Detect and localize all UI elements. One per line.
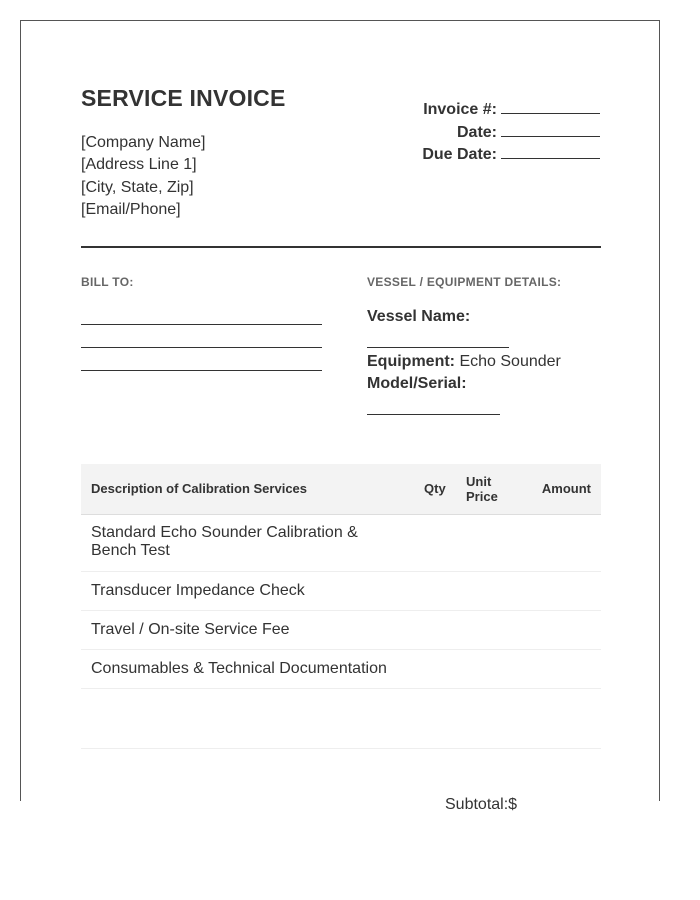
invoice-meta: [422, 99, 600, 167]
col-unit-price-line1: Unit: [466, 474, 492, 489]
model-serial-label: Model/Serial:: [367, 375, 467, 392]
company-city: [City, State, Zip]: [81, 178, 194, 196]
row-description: Consumables & Technical Documentation: [91, 660, 387, 677]
invoice-number-label: Invoice #:: [423, 101, 497, 118]
date-label: Date:: [456, 123, 497, 141]
header-divider: [81, 246, 601, 248]
equipment-label: Equipment:: [367, 353, 455, 370]
invoice-number-row: [422, 99, 600, 122]
table-row: [81, 572, 601, 611]
date-field[interactable]: [501, 122, 600, 137]
company-contact: [Email/Phone]: [81, 200, 181, 218]
vessel-name-row: [367, 308, 470, 326]
due-date-row: [422, 144, 600, 167]
col-amount: Amount: [541, 481, 591, 496]
company-address: [Address Line 1]: [81, 156, 197, 174]
table-row: [81, 650, 601, 689]
row-description: Travel / On-site Service Fee: [91, 621, 290, 638]
subtotal-label: Subtotal:$: [445, 796, 518, 813]
date-row: [422, 122, 600, 145]
table-row-empty: [81, 689, 601, 749]
table-header: [81, 464, 601, 515]
table-row: [81, 515, 601, 572]
row-description-line2: Bench Test: [91, 542, 170, 559]
invoice-page: [20, 20, 660, 813]
equipment-row: [367, 353, 561, 371]
bill-to-heading: BILL TO:: [81, 275, 134, 289]
due-date-label: Due Date:: [422, 146, 497, 163]
equipment-value: Echo Sounder: [459, 353, 561, 370]
model-serial-field[interactable]: [367, 414, 500, 415]
vessel-heading: VESSEL / EQUIPMENT DETAILS:: [367, 275, 562, 289]
company-block: [81, 132, 206, 221]
table-row: [81, 611, 601, 650]
col-description: Description of Calibration Services: [91, 481, 308, 496]
services-table: [81, 464, 601, 749]
vessel-name-label: Vessel Name:: [367, 308, 471, 325]
due-date-field[interactable]: [501, 144, 600, 159]
col-qty: Qty: [424, 481, 446, 496]
col-unit-price-line2: Price: [466, 489, 498, 504]
company-name: [Company Name]: [81, 134, 206, 151]
model-serial-row: [367, 375, 467, 393]
row-description: Transducer Impedance Check: [91, 582, 305, 599]
bill-to-line-3[interactable]: [81, 370, 322, 371]
bill-to-line-1[interactable]: [81, 324, 322, 325]
row-description-line1: Standard Echo Sounder Calibration &: [91, 524, 358, 541]
vessel-name-field[interactable]: [367, 347, 509, 348]
bill-to-line-2[interactable]: [81, 347, 322, 348]
invoice-title: SERVICE INVOICE: [81, 85, 286, 111]
invoice-number-field[interactable]: [501, 99, 600, 114]
